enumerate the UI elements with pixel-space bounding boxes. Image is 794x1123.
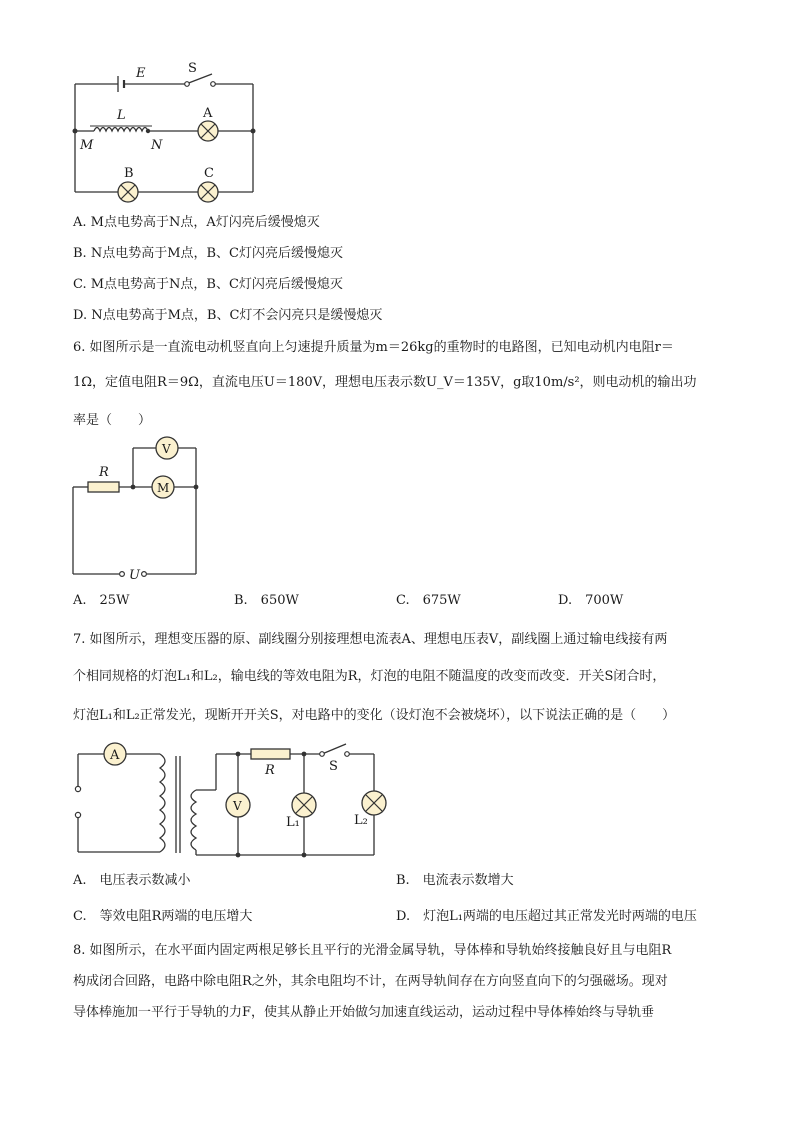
q7-option-a[interactable]: A. 电压表示数减小 [73,873,191,888]
q7-option-d[interactable]: D. 灯泡L₁两端的电压超过其正常发光时两端的电压 [396,909,697,924]
label-a: A [203,106,213,121]
q6-option-b[interactable]: B. 650W [234,593,299,608]
q6-option-a[interactable]: A. 25W [73,593,130,608]
primary-coil [160,754,165,852]
label-e: E [136,66,146,81]
resistor-r [251,749,290,759]
q6-stem-line-1: 6. 如图所示是一直流电动机竖直向上匀速提升质量为m＝26kg的重物时的电路图，已知电动机内电阻r＝ [73,340,674,355]
q6-option-d[interactable]: D. 700W [558,593,624,608]
label-c: C [204,166,214,181]
label-l: L [117,108,126,123]
q7-option-b[interactable]: B. 电流表示数增大 [396,873,514,888]
q8-stem-line-1: 8. 如图所示，在水平面内固定两根足够长且平行的光滑金属导轨，导体棒和导轨始终接触良好且与电阻R [73,943,672,958]
q8-stem-line-2: 构成闭合回路，电路中除电阻R之外，其余电阻均不计，在两导轨间存在方向竖直向下的匀强磁场。现对 [73,974,668,989]
q8-stem-line-3: 导体棒施加一平行于导轨的力F，使其从静止开始做匀加速直线运动，运动过程中导体棒始终与导轨垂 [73,1005,655,1020]
q6-stem-line-3: 率是（ ） [73,413,152,428]
label-n: N [151,138,163,153]
q5-option-d[interactable]: D. N点电势高于M点，B、C灯不会闪亮只是缓慢熄灭 [73,308,383,323]
q5-option-c[interactable]: C. M点电势高于N点，B、C灯闪亮后缓慢熄灭 [73,277,343,292]
label-a: A [110,748,120,763]
q5-option-b[interactable]: B. N点电势高于M点，B、C灯闪亮后缓慢熄灭 [73,246,344,261]
lamp-l2-icon [362,791,386,815]
label-r: R [99,465,109,480]
q7-stem-line-1: 7. 如图所示，理想变压器的原、副线圈分别接理想电流表A、理想电压表V，副线圈上通过输电线接有两 [73,632,668,647]
label-s: S [188,61,197,76]
label-s: S [329,759,338,774]
q5-option-a[interactable]: A. M点电势高于N点，A灯闪亮后缓慢熄灭 [73,215,320,230]
label-u: U [129,568,140,583]
secondary-coil [191,790,196,850]
q6-stem-line-2: 1Ω，定值电阻R＝9Ω，直流电压U＝180V，理想电压表示数U_V＝135V，g取10m/s²，则电动机的输出功 [73,375,697,390]
label-v: V [162,442,171,456]
label-b: B [124,166,134,181]
label-l2: L₂ [354,813,368,828]
label-v: V [233,799,242,813]
label-r: R [265,763,275,778]
q7-stem-line-3: 灯泡L₁和L₂正常发光，现断开开关S，对电路中的变化（设灯泡不会被烧坏），以下说法正确的是（ ） [73,708,676,723]
label-m: M [80,138,94,153]
q7-stem-line-2: 个相同规格的灯泡L₁和L₂，输电线的等效电阻为R，灯泡的电阻不随温度的改变而改变．开关S闭合时， [73,669,666,684]
q6-option-c[interactable]: C. 675W [396,593,461,608]
lamp-l1-icon [292,793,316,817]
label-m: M [157,481,170,495]
label-l1: L₁ [286,815,300,830]
q7-option-c[interactable]: C. 等效电阻R两端的电压增大 [73,909,253,924]
